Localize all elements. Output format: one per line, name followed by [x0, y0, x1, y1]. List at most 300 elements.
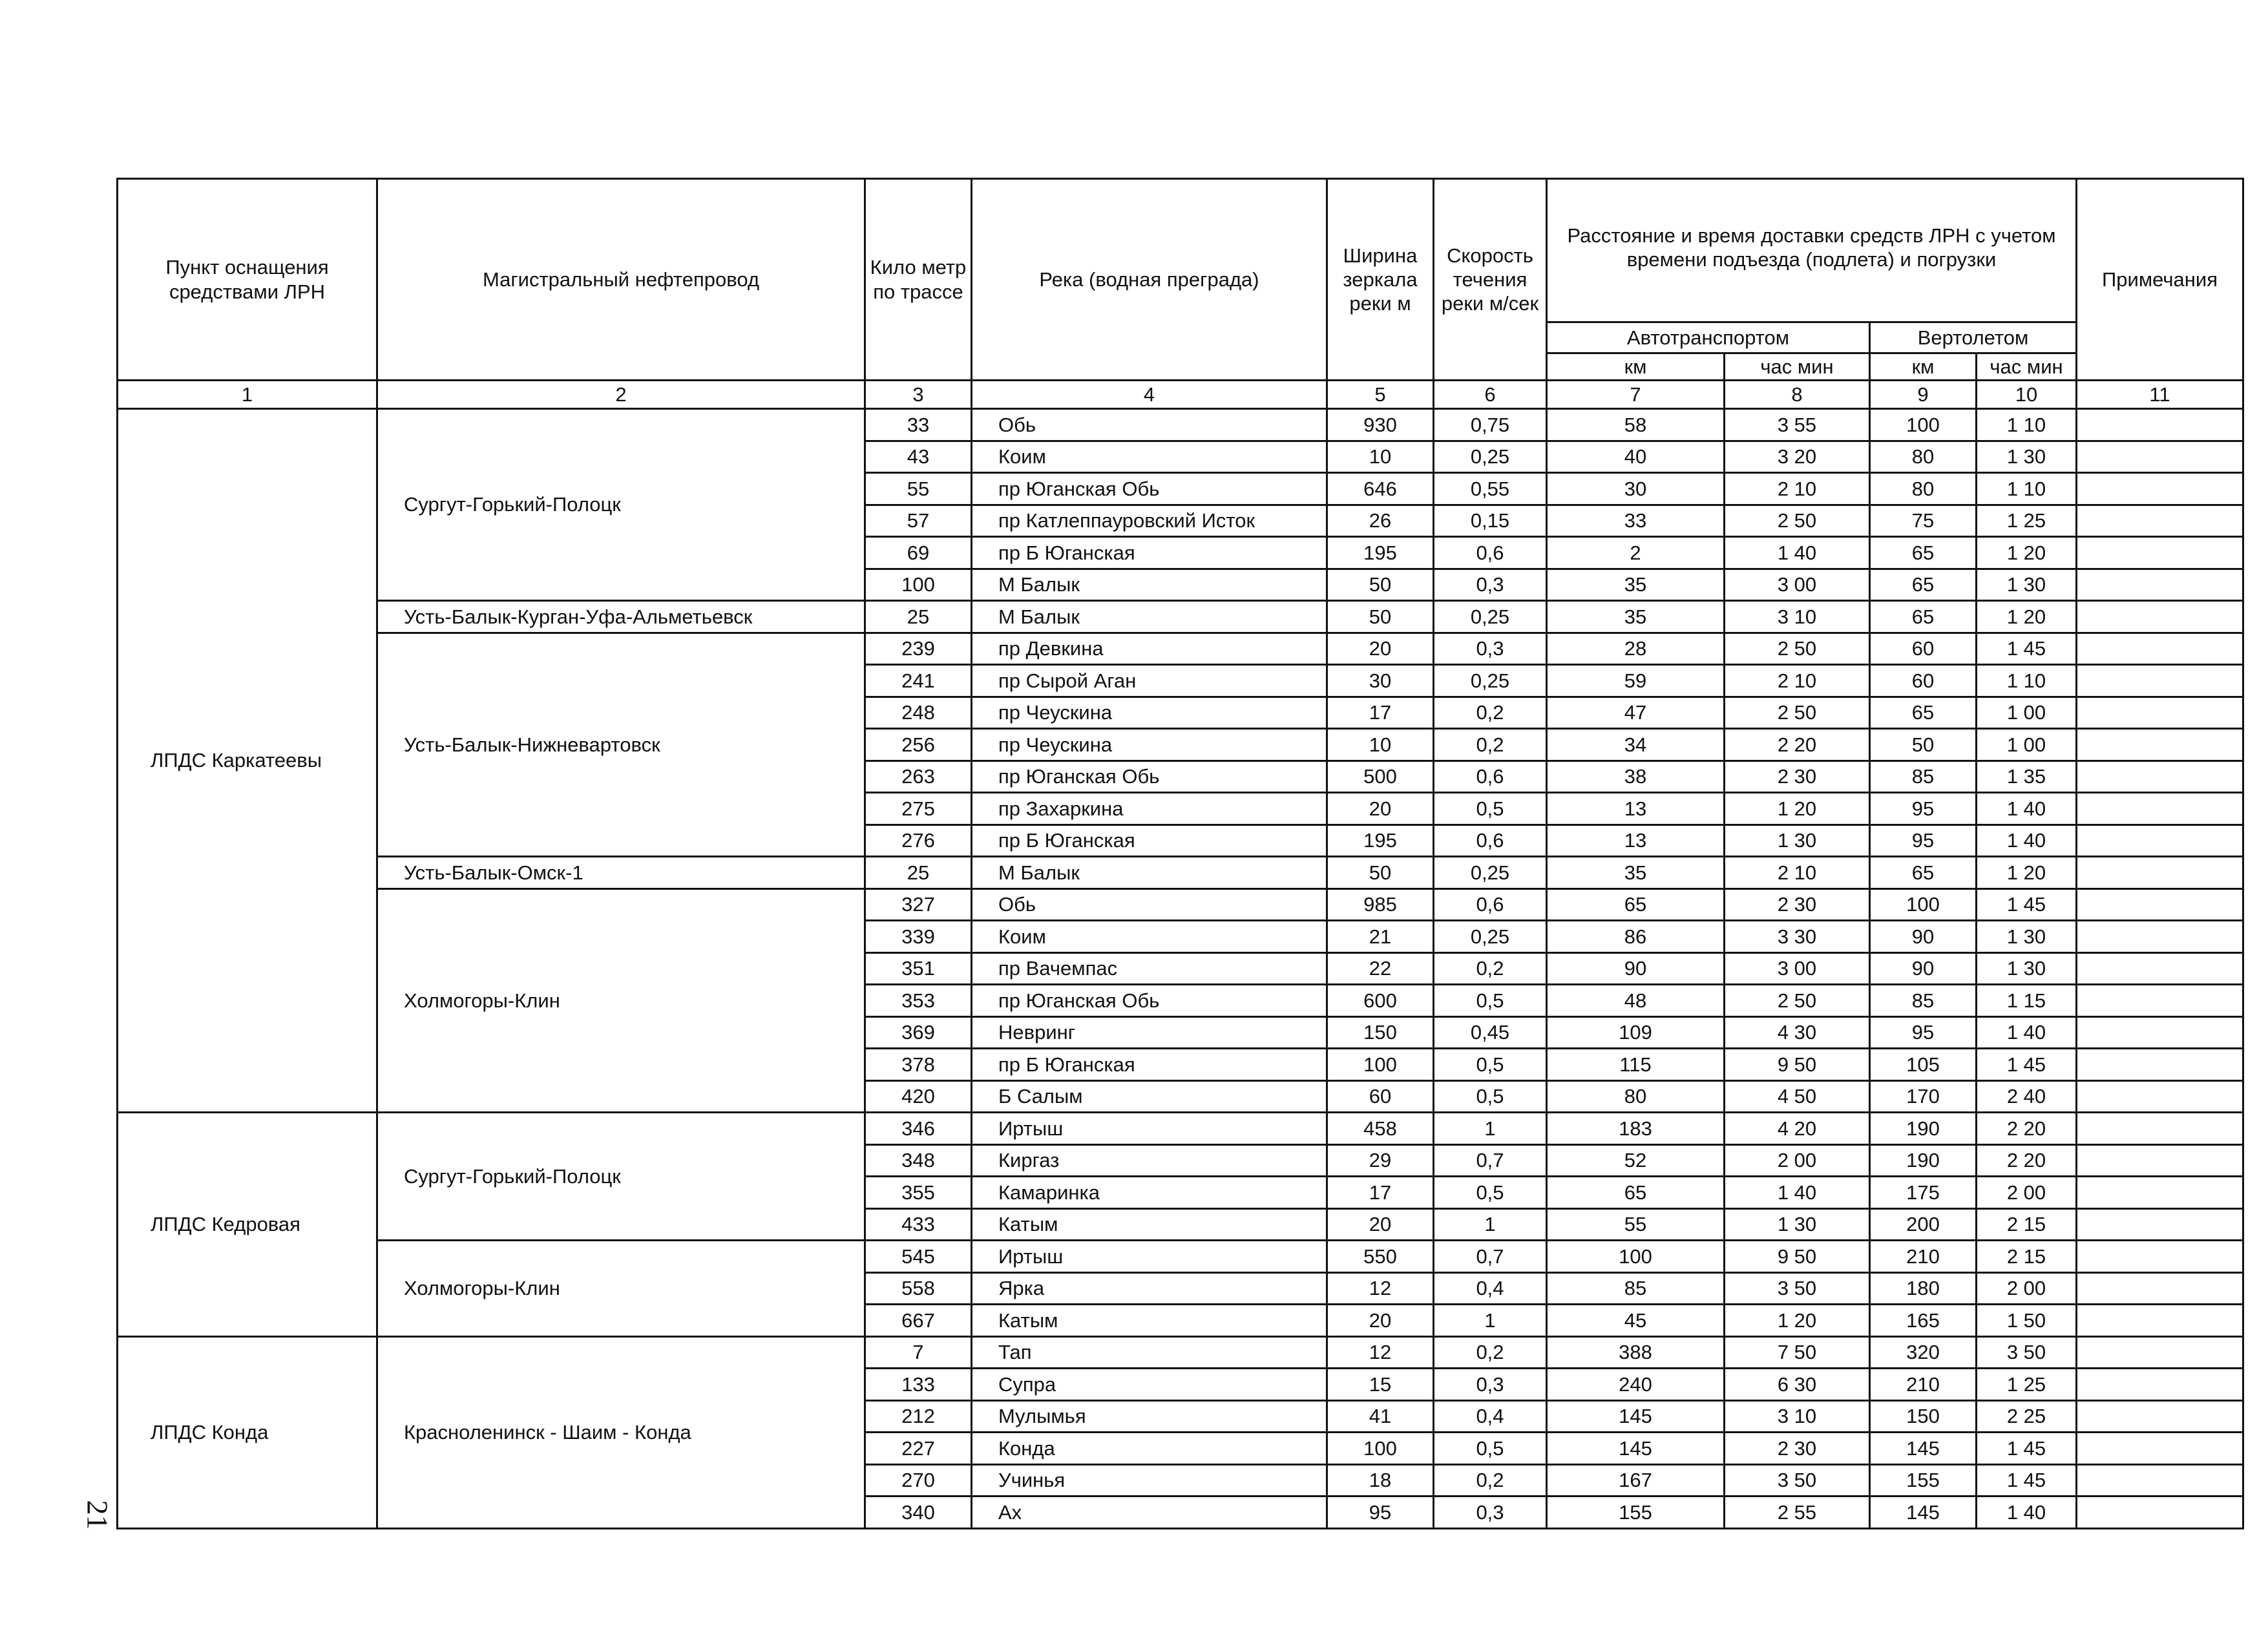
- km-cell: 348: [865, 1144, 972, 1177]
- heli-km-cell: 170: [1870, 1080, 1977, 1113]
- heli-time-cell: 1 20: [1977, 857, 2077, 889]
- auto-km-cell: 388: [1547, 1336, 1725, 1369]
- width-cell: 29: [1327, 1144, 1434, 1177]
- auto-time-cell: 4 50: [1725, 1080, 1870, 1113]
- river-cell: пр Вачемпас: [972, 952, 1327, 985]
- km-cell: 69: [865, 537, 972, 569]
- speed-cell: 0,25: [1434, 665, 1547, 697]
- auto-time-cell: 6 30: [1725, 1369, 1870, 1401]
- auto-km-cell: 38: [1547, 761, 1725, 793]
- auto-time-cell: 4 20: [1725, 1113, 1870, 1145]
- width-cell: 458: [1327, 1113, 1434, 1145]
- river-cell: пр Б Юганская: [972, 824, 1327, 857]
- width-cell: 20: [1327, 1305, 1434, 1337]
- width-cell: 50: [1327, 857, 1434, 889]
- width-cell: 20: [1327, 1208, 1434, 1241]
- heli-km-cell: 145: [1870, 1497, 1977, 1529]
- km-cell: 558: [865, 1272, 972, 1305]
- auto-time-cell: 1 20: [1725, 1305, 1870, 1337]
- km-cell: 355: [865, 1177, 972, 1209]
- heli-km-cell: 60: [1870, 633, 1977, 665]
- river-cell: Супра: [972, 1369, 1327, 1401]
- heli-km-cell: 65: [1870, 601, 1977, 633]
- river-cell: М Балык: [972, 569, 1327, 601]
- river-cell: Мулымья: [972, 1400, 1327, 1433]
- heli-time-cell: 2 20: [1977, 1113, 2077, 1145]
- notes-cell: [2077, 1272, 2243, 1305]
- river-cell: Б Салым: [972, 1080, 1327, 1113]
- notes-cell: [2077, 793, 2243, 825]
- pipeline-cell: Холмогоры-Клин: [377, 1241, 865, 1337]
- heli-time-cell: 1 10: [1977, 473, 2077, 505]
- auto-time-cell: 4 30: [1725, 1016, 1870, 1049]
- table-row: [118, 857, 2243, 889]
- speed-cell: 0,25: [1434, 857, 1547, 889]
- width-cell: 17: [1327, 1177, 1434, 1209]
- speed-cell: 0,7: [1434, 1241, 1547, 1273]
- auto-km-cell: 48: [1547, 985, 1725, 1017]
- width-cell: 195: [1327, 537, 1434, 569]
- heli-time-cell: 1 25: [1977, 1369, 2077, 1401]
- heli-time-cell: 1 20: [1977, 537, 2077, 569]
- width-cell: 12: [1327, 1272, 1434, 1305]
- auto-time-cell: 1 40: [1725, 537, 1870, 569]
- table-row: [118, 1113, 2243, 1145]
- notes-cell: [2077, 505, 2243, 537]
- header-speed: Скорость течения реки м/сек: [1434, 179, 1547, 381]
- km-cell: 239: [865, 633, 972, 665]
- width-cell: 60: [1327, 1080, 1434, 1113]
- auto-km-cell: 35: [1547, 601, 1725, 633]
- auto-time-cell: 1 30: [1725, 824, 1870, 857]
- auto-km-cell: 47: [1547, 697, 1725, 729]
- km-cell: 57: [865, 505, 972, 537]
- notes-cell: [2077, 1400, 2243, 1433]
- auto-km-cell: 167: [1547, 1464, 1725, 1497]
- river-cell: пр Б Юганская: [972, 537, 1327, 569]
- notes-cell: [2077, 1016, 2243, 1049]
- width-cell: 21: [1327, 921, 1434, 953]
- auto-km-cell: 86: [1547, 921, 1725, 953]
- auto-km-cell: 13: [1547, 824, 1725, 857]
- heli-time-cell: 3 50: [1977, 1336, 2077, 1369]
- heli-km-cell: 155: [1870, 1464, 1977, 1497]
- river-cell: пр Юганская Обь: [972, 473, 1327, 505]
- heli-time-cell: 1 40: [1977, 1497, 2077, 1529]
- km-cell: 351: [865, 952, 972, 985]
- point-cell: ЛПДС Кедровая: [118, 1113, 377, 1337]
- auto-km-cell: 145: [1547, 1433, 1725, 1465]
- river-cell: М Балык: [972, 857, 1327, 889]
- header-distance-time: Расстояние и время доставки средств ЛРН с учетом времени подъезда (подлета) и погрузки: [1547, 179, 2077, 322]
- header-heli: Вертолетом: [1870, 322, 2077, 353]
- auto-time-cell: 3 20: [1725, 441, 1870, 473]
- km-cell: 133: [865, 1369, 972, 1401]
- pipeline-cell: Сургут-Горький-Полоцк: [377, 1113, 865, 1241]
- notes-cell: [2077, 1369, 2243, 1401]
- speed-cell: 0,45: [1434, 1016, 1547, 1049]
- auto-km-cell: 109: [1547, 1016, 1725, 1049]
- km-cell: 369: [865, 1016, 972, 1049]
- auto-km-cell: 100: [1547, 1241, 1725, 1273]
- width-cell: 100: [1327, 1433, 1434, 1465]
- km-cell: 248: [865, 697, 972, 729]
- column-number: 3: [865, 381, 972, 409]
- notes-cell: [2077, 601, 2243, 633]
- heli-km-cell: 100: [1870, 888, 1977, 921]
- auto-time-cell: 2 20: [1725, 729, 1870, 761]
- point-cell: ЛПДС Конда: [118, 1336, 377, 1528]
- header-point: Пункт оснащения средствами ЛРН: [118, 179, 377, 381]
- km-cell: 353: [865, 985, 972, 1017]
- auto-km-cell: 35: [1547, 569, 1725, 601]
- river-cell: Невринг: [972, 1016, 1327, 1049]
- auto-time-cell: 3 50: [1725, 1464, 1870, 1497]
- heli-km-cell: 65: [1870, 569, 1977, 601]
- heli-km-cell: 320: [1870, 1336, 1977, 1369]
- table-row: [118, 601, 2243, 633]
- auto-km-cell: 59: [1547, 665, 1725, 697]
- notes-cell: [2077, 952, 2243, 985]
- auto-km-cell: 45: [1547, 1305, 1725, 1337]
- heli-time-cell: 1 45: [1977, 1464, 2077, 1497]
- notes-cell: [2077, 761, 2243, 793]
- width-cell: 30: [1327, 665, 1434, 697]
- auto-time-cell: 3 00: [1725, 569, 1870, 601]
- auto-time-cell: 3 55: [1725, 409, 1870, 441]
- heli-km-cell: 95: [1870, 1016, 1977, 1049]
- river-cell: пр Сырой Аган: [972, 665, 1327, 697]
- heli-km-cell: 95: [1870, 824, 1977, 857]
- auto-km-cell: 85: [1547, 1272, 1725, 1305]
- heli-km-cell: 80: [1870, 473, 1977, 505]
- width-cell: 550: [1327, 1241, 1434, 1273]
- speed-cell: 0,6: [1434, 888, 1547, 921]
- column-number: 2: [377, 381, 865, 409]
- river-cell: М Балык: [972, 601, 1327, 633]
- width-cell: 600: [1327, 985, 1434, 1017]
- page-number: 21: [81, 1500, 114, 1530]
- river-cell: пр Девкина: [972, 633, 1327, 665]
- heli-time-cell: 1 30: [1977, 569, 2077, 601]
- river-cell: Обь: [972, 409, 1327, 441]
- notes-cell: [2077, 569, 2243, 601]
- notes-cell: [2077, 1144, 2243, 1177]
- notes-cell: [2077, 1433, 2243, 1465]
- km-cell: 25: [865, 857, 972, 889]
- table-row: [118, 1241, 2243, 1273]
- heli-time-cell: 1 45: [1977, 633, 2077, 665]
- heli-time-cell: 2 15: [1977, 1208, 2077, 1241]
- km-cell: 545: [865, 1241, 972, 1273]
- heli-time-cell: 1 35: [1977, 761, 2077, 793]
- heli-km-cell: 65: [1870, 697, 1977, 729]
- km-cell: 256: [865, 729, 972, 761]
- header-river: Река (водная преграда): [972, 179, 1327, 381]
- speed-cell: 0,5: [1434, 1177, 1547, 1209]
- km-cell: 276: [865, 824, 972, 857]
- heli-km-cell: 145: [1870, 1433, 1977, 1465]
- auto-km-cell: 90: [1547, 952, 1725, 985]
- notes-cell: [2077, 1464, 2243, 1497]
- river-cell: пр Катлеппауровский Исток: [972, 505, 1327, 537]
- heli-time-cell: 1 40: [1977, 793, 2077, 825]
- width-cell: 10: [1327, 729, 1434, 761]
- km-cell: 55: [865, 473, 972, 505]
- heli-km-cell: 210: [1870, 1241, 1977, 1273]
- notes-cell: [2077, 1305, 2243, 1337]
- heli-km-cell: 90: [1870, 952, 1977, 985]
- pipeline-cell: Усть-Балык-Курган-Уфа-Альметьевск: [377, 601, 865, 633]
- auto-time-cell: 3 50: [1725, 1272, 1870, 1305]
- speed-cell: 0,6: [1434, 824, 1547, 857]
- heli-km-cell: 60: [1870, 665, 1977, 697]
- notes-cell: [2077, 1208, 2243, 1241]
- notes-cell: [2077, 409, 2243, 441]
- notes-cell: [2077, 1336, 2243, 1369]
- width-cell: 500: [1327, 761, 1434, 793]
- pipeline-cell: Холмогоры-Клин: [377, 888, 865, 1113]
- river-cell: Камаринка: [972, 1177, 1327, 1209]
- column-number: 4: [972, 381, 1327, 409]
- auto-time-cell: 3 10: [1725, 1400, 1870, 1433]
- river-cell: пр Чеускина: [972, 729, 1327, 761]
- notes-cell: [2077, 1177, 2243, 1209]
- notes-cell: [2077, 888, 2243, 921]
- speed-cell: 0,4: [1434, 1272, 1547, 1305]
- speed-cell: 0,25: [1434, 441, 1547, 473]
- km-cell: 241: [865, 665, 972, 697]
- auto-km-cell: 65: [1547, 888, 1725, 921]
- width-cell: 26: [1327, 505, 1434, 537]
- column-number: 6: [1434, 381, 1547, 409]
- heli-time-cell: 1 40: [1977, 824, 2077, 857]
- notes-cell: [2077, 537, 2243, 569]
- river-cell: Катым: [972, 1305, 1327, 1337]
- heli-time-cell: 1 30: [1977, 441, 2077, 473]
- heli-km-cell: 175: [1870, 1177, 1977, 1209]
- auto-km-cell: 145: [1547, 1400, 1725, 1433]
- km-cell: 433: [865, 1208, 972, 1241]
- auto-time-cell: 2 10: [1725, 857, 1870, 889]
- auto-time-cell: 3 00: [1725, 952, 1870, 985]
- notes-cell: [2077, 1080, 2243, 1113]
- auto-km-cell: 30: [1547, 473, 1725, 505]
- river-cell: Ярка: [972, 1272, 1327, 1305]
- heli-time-cell: 1 30: [1977, 952, 2077, 985]
- speed-cell: 0,15: [1434, 505, 1547, 537]
- auto-time-cell: 2 50: [1725, 985, 1870, 1017]
- river-cell: Учинья: [972, 1464, 1327, 1497]
- auto-km-cell: 183: [1547, 1113, 1725, 1145]
- heli-time-cell: 2 00: [1977, 1177, 2077, 1209]
- heli-time-cell: 1 45: [1977, 1049, 2077, 1081]
- river-cell: пр Захаркина: [972, 793, 1327, 825]
- km-cell: 378: [865, 1049, 972, 1081]
- table-row: [118, 633, 2243, 665]
- km-cell: 25: [865, 601, 972, 633]
- notes-cell: [2077, 633, 2243, 665]
- auto-km-cell: 2: [1547, 537, 1725, 569]
- header-auto-km: км: [1547, 353, 1725, 381]
- heli-time-cell: 2 20: [1977, 1144, 2077, 1177]
- river-cell: Тап: [972, 1336, 1327, 1369]
- km-cell: 275: [865, 793, 972, 825]
- river-cell: Коим: [972, 441, 1327, 473]
- table-row: [118, 888, 2243, 921]
- auto-time-cell: 2 55: [1725, 1497, 1870, 1529]
- heli-time-cell: 2 15: [1977, 1241, 2077, 1273]
- km-cell: 100: [865, 569, 972, 601]
- header-km: Кило метр по трассе: [865, 179, 972, 381]
- speed-cell: 0,2: [1434, 697, 1547, 729]
- header-notes: Примечания: [2077, 179, 2243, 381]
- auto-km-cell: 58: [1547, 409, 1725, 441]
- width-cell: 10: [1327, 441, 1434, 473]
- column-number: 5: [1327, 381, 1434, 409]
- auto-time-cell: 2 50: [1725, 633, 1870, 665]
- auto-km-cell: 80: [1547, 1080, 1725, 1113]
- heli-km-cell: 200: [1870, 1208, 1977, 1241]
- river-cell: Обь: [972, 888, 1327, 921]
- km-cell: 263: [865, 761, 972, 793]
- width-cell: 20: [1327, 793, 1434, 825]
- heli-km-cell: 90: [1870, 921, 1977, 953]
- width-cell: 41: [1327, 1400, 1434, 1433]
- km-cell: 43: [865, 441, 972, 473]
- speed-cell: 0,5: [1434, 793, 1547, 825]
- notes-cell: [2077, 473, 2243, 505]
- speed-cell: 0,3: [1434, 569, 1547, 601]
- width-cell: 20: [1327, 633, 1434, 665]
- column-number: 8: [1725, 381, 1870, 409]
- auto-km-cell: 28: [1547, 633, 1725, 665]
- pipeline-cell: Усть-Балык-Нижневартовск: [377, 633, 865, 857]
- heli-km-cell: 210: [1870, 1369, 1977, 1401]
- speed-cell: 0,2: [1434, 952, 1547, 985]
- heli-time-cell: 1 15: [1977, 985, 2077, 1017]
- header-pipeline: Магистральный нефтепровод: [377, 179, 865, 381]
- notes-cell: [2077, 1497, 2243, 1529]
- heli-time-cell: 1 10: [1977, 409, 2077, 441]
- heli-time-cell: 1 45: [1977, 888, 2077, 921]
- auto-km-cell: 155: [1547, 1497, 1725, 1529]
- heli-km-cell: 180: [1870, 1272, 1977, 1305]
- heli-time-cell: 1 20: [1977, 601, 2077, 633]
- notes-cell: [2077, 729, 2243, 761]
- auto-time-cell: 9 50: [1725, 1241, 1870, 1273]
- notes-cell: [2077, 1049, 2243, 1081]
- heli-km-cell: 165: [1870, 1305, 1977, 1337]
- speed-cell: 1: [1434, 1113, 1547, 1145]
- table-row: [118, 1336, 2243, 1369]
- heli-time-cell: 1 25: [1977, 505, 2077, 537]
- speed-cell: 1: [1434, 1305, 1547, 1337]
- width-cell: 646: [1327, 473, 1434, 505]
- river-cell: Иртыш: [972, 1241, 1327, 1273]
- km-cell: 340: [865, 1497, 972, 1529]
- heli-time-cell: 1 10: [1977, 665, 2077, 697]
- notes-cell: [2077, 985, 2243, 1017]
- river-crossing-table: [116, 178, 2244, 1529]
- heli-time-cell: 1 30: [1977, 921, 2077, 953]
- width-cell: 50: [1327, 601, 1434, 633]
- auto-time-cell: 2 10: [1725, 665, 1870, 697]
- river-cell: Иртыш: [972, 1113, 1327, 1145]
- auto-km-cell: 52: [1547, 1144, 1725, 1177]
- auto-time-cell: 3 10: [1725, 601, 1870, 633]
- auto-km-cell: 34: [1547, 729, 1725, 761]
- speed-cell: 1: [1434, 1208, 1547, 1241]
- header-auto: Автотранспортом: [1547, 322, 1870, 353]
- auto-time-cell: 3 30: [1725, 921, 1870, 953]
- header-width: Ширина зеркала реки м: [1327, 179, 1434, 381]
- auto-time-cell: 2 30: [1725, 1433, 1870, 1465]
- speed-cell: 0,6: [1434, 537, 1547, 569]
- pipeline-cell: Красноленинск - Шаим - Конда: [377, 1336, 865, 1528]
- river-cell: пр Юганская Обь: [972, 761, 1327, 793]
- auto-time-cell: 1 40: [1725, 1177, 1870, 1209]
- river-cell: Конда: [972, 1433, 1327, 1465]
- speed-cell: 0,7: [1434, 1144, 1547, 1177]
- heli-time-cell: 2 25: [1977, 1400, 2077, 1433]
- notes-cell: [2077, 1113, 2243, 1145]
- km-cell: 270: [865, 1464, 972, 1497]
- km-cell: 667: [865, 1305, 972, 1337]
- auto-time-cell: 2 00: [1725, 1144, 1870, 1177]
- notes-cell: [2077, 665, 2243, 697]
- width-cell: 12: [1327, 1336, 1434, 1369]
- width-cell: 150: [1327, 1016, 1434, 1049]
- speed-cell: 0,55: [1434, 473, 1547, 505]
- river-cell: пр Юганская Обь: [972, 985, 1327, 1017]
- auto-time-cell: 9 50: [1725, 1049, 1870, 1081]
- heli-km-cell: 65: [1870, 537, 1977, 569]
- speed-cell: 0,5: [1434, 1433, 1547, 1465]
- speed-cell: 0,6: [1434, 761, 1547, 793]
- auto-time-cell: 2 50: [1725, 697, 1870, 729]
- heli-km-cell: 50: [1870, 729, 1977, 761]
- speed-cell: 0,5: [1434, 1049, 1547, 1081]
- auto-time-cell: 1 20: [1725, 793, 1870, 825]
- km-cell: 7: [865, 1336, 972, 1369]
- header-heli-time: час мин: [1977, 353, 2077, 381]
- speed-cell: 0,3: [1434, 633, 1547, 665]
- river-cell: Ах: [972, 1497, 1327, 1529]
- auto-km-cell: 35: [1547, 857, 1725, 889]
- column-number: 11: [2077, 381, 2243, 409]
- notes-cell: [2077, 441, 2243, 473]
- auto-km-cell: 65: [1547, 1177, 1725, 1209]
- width-cell: 195: [1327, 824, 1434, 857]
- heli-time-cell: 2 40: [1977, 1080, 2077, 1113]
- river-cell: Коим: [972, 921, 1327, 953]
- header-auto-time: час мин: [1725, 353, 1870, 381]
- km-cell: 339: [865, 921, 972, 953]
- column-number: 7: [1547, 381, 1725, 409]
- heli-km-cell: 65: [1870, 857, 1977, 889]
- river-cell: Катым: [972, 1208, 1327, 1241]
- heli-time-cell: 1 50: [1977, 1305, 2077, 1337]
- width-cell: 18: [1327, 1464, 1434, 1497]
- width-cell: 930: [1327, 409, 1434, 441]
- width-cell: 100: [1327, 1049, 1434, 1081]
- notes-cell: [2077, 857, 2243, 889]
- km-cell: 420: [865, 1080, 972, 1113]
- auto-time-cell: 1 30: [1725, 1208, 1870, 1241]
- header-heli-km: км: [1870, 353, 1977, 381]
- speed-cell: 0,5: [1434, 1080, 1547, 1113]
